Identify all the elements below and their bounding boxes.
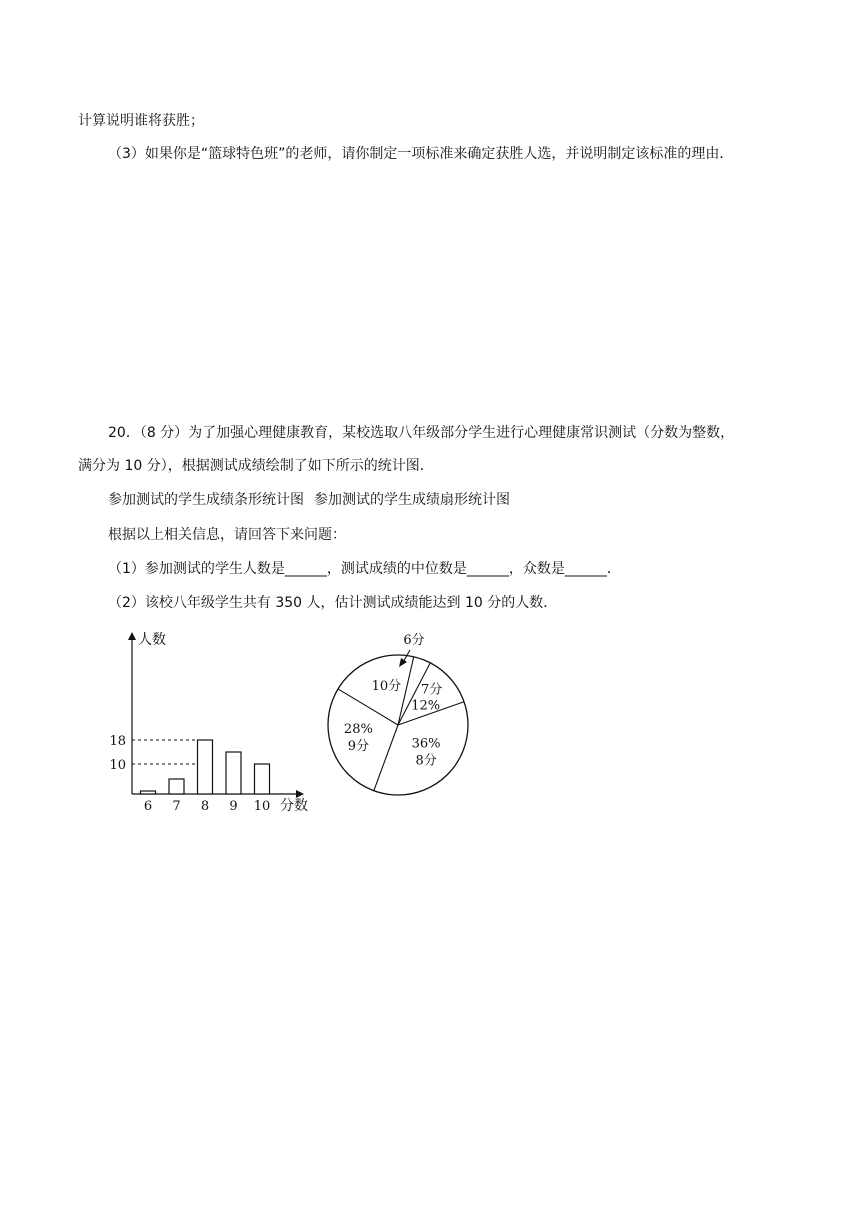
bar-chart-caption: 参加测试的学生成绩条形统计图: [108, 492, 304, 508]
q20-chart-captions: [108, 491, 510, 509]
q20-part1: （1）参加测试的学生人数是______，测试成绩的中位数是______，众数是______．: [108, 561, 621, 577]
pie-chart-caption: 参加测试的学生成绩扇形统计图: [314, 492, 510, 508]
slice-label: 7分: [421, 682, 443, 698]
bar: [141, 791, 156, 794]
x-axis-arrow: [296, 790, 304, 798]
x-tick-label: 6: [143, 799, 153, 814]
slice-percent: 28%: [343, 721, 373, 737]
q20-stem-line1: 20．（8 分）为了加强心理健康教育，某校选取八年级部分学生进行心理健康常识测试（分数为整数，: [108, 425, 735, 441]
prev-question-continuation: 计算说明谁将获胜；: [78, 113, 204, 129]
q20-part2: （2）该校八年级学生共有 350 人，估计测试成绩能达到 10 分的人数．: [108, 595, 558, 611]
slice-label: 6分: [403, 633, 425, 648]
pie-chart: [320, 628, 480, 803]
q20-stem-line2: 满分为 10 分），根据测试成绩绘制了如下所示的统计图．: [78, 458, 434, 474]
x-tick-label: 7: [172, 799, 181, 814]
y-tick-label: 18: [109, 734, 126, 749]
bar: [169, 779, 184, 794]
x-axis-label: 分数: [280, 798, 308, 814]
bar: [198, 740, 213, 794]
slice-label: 8分: [415, 753, 437, 769]
slice-percent: 12%: [411, 698, 441, 714]
bar: [255, 764, 270, 794]
y-axis-label: 人数: [138, 632, 166, 648]
bar: [226, 752, 241, 794]
slice-label: 10分: [371, 679, 402, 695]
x-tick-label: 8: [200, 799, 210, 814]
slice-label: 9分: [347, 738, 370, 754]
x-tick-label: 9: [229, 799, 238, 814]
x-tick-label: 10: [253, 799, 271, 814]
y-tick-label: 10: [109, 758, 126, 773]
bar-chart: [100, 628, 315, 820]
prev-question-part3: （3）如果你是“篮球特色班”的老师，请你制定一项标准来确定获胜人选，并说明制定该标准的理由．: [108, 146, 734, 162]
slice-percent: 36%: [411, 736, 441, 752]
q20-instruction: 根据以上相关信息，请回答下来问题：: [108, 527, 346, 543]
y-axis-arrow: [128, 632, 136, 640]
